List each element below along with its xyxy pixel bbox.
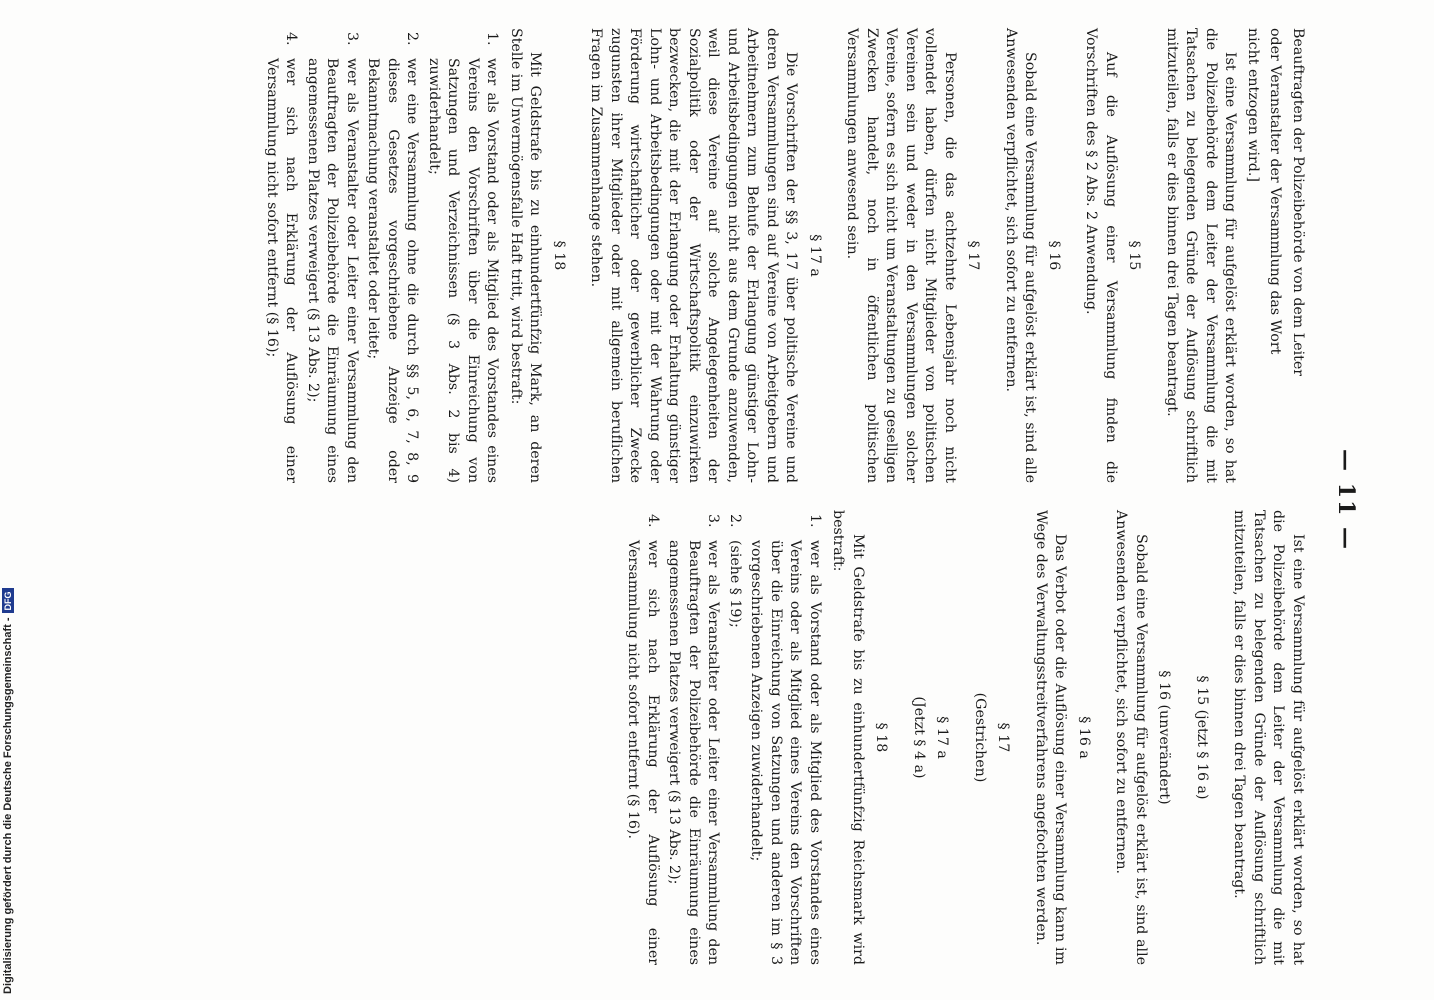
item-text: wer als Veranstalter oder Leiter einer Versammlung den Beauftragten der Polizeibehörde die Einräumung eines angemessenen Platzes verweigert (§ 13 Abs. 2); (666, 540, 722, 965)
list-item (725, 510, 745, 965)
item-text: wer eine Versammlung ohne die durch §§ 5, 6, 7, 8, 9 dieses Gesetzes vorgeschriebene Anzeige oder Bekanntmachung veranstaltet oder leitet; (365, 58, 421, 483)
penalty-list (262, 28, 502, 483)
item-text: wer als Vorstand oder als Mitglied des Vorstandes eines Vereins den Vorschriften über die Einreichung von Satzungen und Verzeichnissen (§ 3 Abs. 2 bis 4) zuwiderhandelt; (426, 58, 501, 483)
section-heading-16a: § 16 a (1076, 716, 1092, 759)
section-text-15: Auf die Auflösung einer Versammlung finden die Vorschriften des § 2 Abs. 2 Anwendung. (1083, 28, 1119, 483)
paragraph-intro: Ist eine Versammlung für aufgelöst erklärt worden, so hat die Polizeibehörde dem Leiter der Versammlung die mit Tatsachen zu belegenden Gründe der Auflösung schriftlich mitzuteilen, falls er dies binnen drei Tagen beantragt. (1231, 510, 1306, 965)
left-column-original-text (260, 28, 1308, 483)
rotated-page (67, 10, 1367, 990)
section-text-16a: Das Verbot oder die Auflösung einer Versammlung kann im Wege des Verwaltungsstreitverfahrens angefochten werden. (1033, 510, 1069, 965)
section-heading-16: § 16 (unverändert) (1156, 670, 1173, 805)
list-item (664, 510, 723, 965)
list-item (424, 28, 502, 483)
item-number: 4. (645, 514, 661, 528)
credit-text: Digitalisierung gefördert durch die Deutsche Forschungsgemeinschaft - (2, 617, 14, 994)
section-heading-18: § 18 (873, 722, 890, 753)
intro-line: Beauftragten der Polizeibehörde von dem Leiter (1290, 28, 1306, 377)
dfg-logo: DFG (2, 588, 14, 613)
item-number: 1. (484, 32, 501, 46)
item-text: wer sich nach Erklärung der Auflösung einer Versammlung nicht sofort entfernt (§ 16). (625, 540, 661, 965)
item-text: (siehe § 19); (727, 540, 743, 628)
item-text: wer als Veranstalter oder Leiter einer Versammlung den Beauftragten der Polizeibehörde die Einräumung eines angemessenen Platzes verweigert (§ 13 Abs. 2); (305, 58, 360, 483)
list-item (746, 510, 824, 965)
item-number: 2. (404, 32, 421, 46)
item-number: 3. (344, 32, 360, 46)
section-heading-17a: § 17 a (807, 234, 823, 277)
section-text-16: Sobald eine Versammlung für aufgelöst erklärt ist, sind alle Anwesenden verpflichtet, sich sofort zu entfernen. (1113, 510, 1149, 965)
section-text-17: Personen, die das achtzehnte Lebensjahr noch nicht vollendet haben, dürfen nicht Mitglieder von politischen Vereinen sein und weder in den Versammlungen solcher Vereine, sofern es sich nicht um Veranstaltungen zu geselligen Zwecken handelt, noch in öffentlichen politischen Versammlungen anwesend sein. (844, 28, 958, 483)
page-number: — 11 — (1333, 449, 1359, 551)
section-heading-18: § 18 (551, 240, 567, 271)
list-item (303, 28, 362, 483)
item-text: wer sich nach Erklärung der Auflösung einer Versammlung nicht sofort entfernt (§ 16); (264, 58, 300, 483)
list-item (363, 28, 422, 483)
section-intro-18: Mit Geldstrafe bis zu einhundertfünfzig Reichsmark wird bestraft: (830, 510, 866, 965)
paragraph-intro: Ist eine Versammlung für aufgelöst erklärt worden, so hat die Polizeibehörde dem Leiter der Versammlung die mit Tatsachen zu belegenden Gründe der Auflösung schriftlich mitzuteilen, falls er dies binnen drei Tagen beantragt. (1164, 28, 1239, 483)
digitization-credit (2, 588, 14, 994)
section-heading-17: § 17 (995, 722, 1012, 753)
item-number: 4. (283, 32, 300, 46)
section-heading-15: § 15 (jetzt § 16 a) (1194, 675, 1210, 800)
section-heading-16: § 16 (1046, 240, 1062, 271)
intro-line: nicht entzogen wird.] (1245, 28, 1261, 182)
list-item (623, 510, 662, 965)
right-column-amended-text (621, 510, 1307, 965)
item-number: 3. (705, 514, 722, 528)
section-text-17a: Die Vorschriften der §§ 3, 17 über politische Vereine und deren Versammlungen sind auf Vereine von Arbeitgebern und Arbeitnehmern zum Behufe der Erlangung günstiger Lohn- und Arbeitsbedingungen nicht aus dem Grunde anzuwenden, weil diese Vereine auf solche Angelegenheiten der Sozialpolitik oder der Wirtschaftspolitik einzuwirken bezwecken, die mit der Erlangung oder Erhaltung günstiger Lohn- und Arbeitsbedingungen oder mit der Wahrung oder Förderung wirtschaftlicher oder gewerblicher Zwecke zugunsten ihrer Mitglieder oder mit allgemein beruflichen Fragen im Zusammenhange stehen. (588, 28, 800, 483)
section-note-17: (Gestrichen) (972, 692, 988, 783)
section-text-16: Sobald eine Versammlung für aufgelöst erklärt ist, sind alle Anwesenden verpflichtet, sich sofort zu entfernen. (1003, 28, 1039, 483)
item-text: wer als Vorstand oder als Mitglied des Vorstandes eines Vereins oder als Mitglied eines Vereins den Vorschriften über die Einreichung von Satzungen und anderen im § 3 vorgeschriebenen Anzeigen zuwiderhandelt; (748, 540, 823, 965)
penalty-list (623, 510, 824, 965)
intro-line: oder Veranstalter der Versammlung das Wort (1267, 28, 1284, 355)
item-number: 1. (807, 514, 823, 528)
section-note-17a: (Jetzt § 4 a) (911, 696, 927, 779)
section-intro-18: Mit Geldstrafe bis zu einhundertfünfzig Mark, an deren Stelle im Unvermögensfalle Haft tritt, wird bestraft: (508, 28, 544, 483)
item-number: 2. (727, 514, 743, 528)
list-item (262, 28, 301, 483)
section-heading-17a: § 17 a (934, 716, 951, 759)
section-heading-17: § 17 (965, 240, 982, 271)
section-heading-15: § 15 (1126, 240, 1143, 271)
